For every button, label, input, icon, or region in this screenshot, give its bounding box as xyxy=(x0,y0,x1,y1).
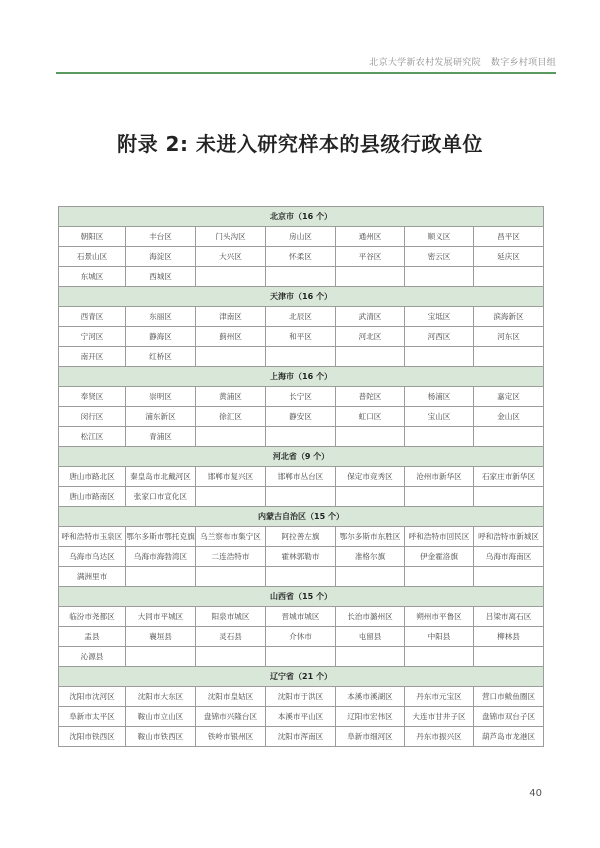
empty-cell xyxy=(126,647,196,667)
county-cell: 临汾市尧都区 xyxy=(59,607,126,627)
county-cell: 闵行区 xyxy=(59,407,126,427)
county-cell: 呼和浩特市玉泉区 xyxy=(59,527,126,547)
county-cell: 河西区 xyxy=(405,327,474,347)
county-cell: 门头沟区 xyxy=(196,227,266,247)
county-cell: 沈阳市浑南区 xyxy=(266,727,336,747)
table-row xyxy=(59,627,544,647)
county-cell: 浦东新区 xyxy=(126,407,196,427)
county-cell: 平谷区 xyxy=(336,247,405,267)
county-cell: 霍林郭勒市 xyxy=(266,547,336,567)
table-row xyxy=(59,387,544,407)
county-cell: 滨海新区 xyxy=(474,307,544,327)
county-cell: 张家口市宣化区 xyxy=(126,487,196,507)
empty-cell xyxy=(266,487,336,507)
county-cell: 阳泉市城区 xyxy=(196,607,266,627)
county-cell: 东城区 xyxy=(59,267,126,287)
county-cell: 二连浩特市 xyxy=(196,547,266,567)
county-cell: 红桥区 xyxy=(126,347,196,367)
county-cell: 松江区 xyxy=(59,427,126,447)
empty-cell xyxy=(196,427,266,447)
province-header-row xyxy=(59,207,544,227)
table-row xyxy=(59,247,544,267)
county-cell: 晋城市城区 xyxy=(266,607,336,627)
county-cell: 西城区 xyxy=(126,267,196,287)
empty-cell xyxy=(336,427,405,447)
province-heading: 北京市（16 个） xyxy=(59,207,544,227)
table-row xyxy=(59,687,544,707)
header-project: 数字乡村项目组 xyxy=(490,58,556,68)
header-rule xyxy=(56,72,556,74)
empty-cell xyxy=(474,427,544,447)
county-cell: 灵石县 xyxy=(196,627,266,647)
county-cell: 顺义区 xyxy=(405,227,474,247)
page-title: 附录 2: 未进入研究样本的县级行政单位 xyxy=(117,132,483,156)
county-cell: 本溪市溪湖区 xyxy=(336,687,405,707)
county-cell: 中阳县 xyxy=(405,627,474,647)
province-heading: 辽宁省（21 个） xyxy=(59,667,544,687)
county-cell: 西青区 xyxy=(59,307,126,327)
province-heading: 内蒙古自治区（15 个） xyxy=(59,507,544,527)
table-row xyxy=(59,427,544,447)
empty-cell xyxy=(405,647,474,667)
empty-cell xyxy=(474,267,544,287)
county-cell: 阜新市细河区 xyxy=(336,727,405,747)
county-cell: 石景山区 xyxy=(59,247,126,267)
county-cell: 乌兰察布市集宁区 xyxy=(196,527,266,547)
table-row xyxy=(59,487,544,507)
county-cell: 奉贤区 xyxy=(59,387,126,407)
empty-cell xyxy=(196,487,266,507)
county-cell: 普陀区 xyxy=(336,387,405,407)
empty-cell xyxy=(405,567,474,587)
county-cell: 金山区 xyxy=(474,407,544,427)
county-cell: 延庆区 xyxy=(474,247,544,267)
county-cell: 怀柔区 xyxy=(266,247,336,267)
table-row xyxy=(59,527,544,547)
county-cell: 邯郸市复兴区 xyxy=(196,467,266,487)
county-cell: 丹东市元宝区 xyxy=(405,687,474,707)
empty-cell xyxy=(336,567,405,587)
county-cell: 青浦区 xyxy=(126,427,196,447)
county-cell: 鄂尔多斯市东胜区 xyxy=(336,527,405,547)
county-cell: 朝阳区 xyxy=(59,227,126,247)
county-cell: 秦皇岛市北戴河区 xyxy=(126,467,196,487)
province-header-row xyxy=(59,447,544,467)
empty-cell xyxy=(405,487,474,507)
county-cell: 大连市甘井子区 xyxy=(405,707,474,727)
empty-cell xyxy=(266,347,336,367)
county-cell: 长治市潞州区 xyxy=(336,607,405,627)
province-header-row xyxy=(59,367,544,387)
county-cell: 葫芦岛市龙港区 xyxy=(474,727,544,747)
province-heading: 山西省（15 个） xyxy=(59,587,544,607)
empty-cell xyxy=(474,487,544,507)
county-cell: 盂县 xyxy=(59,627,126,647)
table-row xyxy=(59,267,544,287)
county-cell: 宁河区 xyxy=(59,327,126,347)
county-cell: 大同市平城区 xyxy=(126,607,196,627)
empty-cell xyxy=(405,347,474,367)
table-row xyxy=(59,547,544,567)
county-cell: 静海区 xyxy=(126,327,196,347)
county-cell: 唐山市路南区 xyxy=(59,487,126,507)
county-cell: 满洲里市 xyxy=(59,567,126,587)
province-header-row xyxy=(59,667,544,687)
county-cell: 昌平区 xyxy=(474,227,544,247)
county-cell: 鄂尔多斯市鄂托克旗 xyxy=(126,527,196,547)
empty-cell xyxy=(336,487,405,507)
province-heading: 上海市（16 个） xyxy=(59,367,544,387)
empty-cell xyxy=(126,567,196,587)
county-cell: 唐山市路北区 xyxy=(59,467,126,487)
table-row xyxy=(59,307,544,327)
province-header-row xyxy=(59,287,544,307)
county-cell: 盘锦市双台子区 xyxy=(474,707,544,727)
county-cell: 密云区 xyxy=(405,247,474,267)
county-cell: 丹东市振兴区 xyxy=(405,727,474,747)
county-cell: 沧州市新华区 xyxy=(405,467,474,487)
county-cell: 房山区 xyxy=(266,227,336,247)
county-cell: 丰台区 xyxy=(126,227,196,247)
county-cell: 乌海市乌达区 xyxy=(59,547,126,567)
county-cell: 伊金霍洛旗 xyxy=(405,547,474,567)
empty-cell xyxy=(266,427,336,447)
county-units-table xyxy=(58,206,544,747)
table-row xyxy=(59,647,544,667)
table-row xyxy=(59,467,544,487)
county-cell: 宝坻区 xyxy=(405,307,474,327)
empty-cell xyxy=(266,567,336,587)
county-cell: 崇明区 xyxy=(126,387,196,407)
empty-cell xyxy=(474,347,544,367)
county-cell: 嘉定区 xyxy=(474,387,544,407)
table-row xyxy=(59,607,544,627)
county-cell: 乌海市海勃湾区 xyxy=(126,547,196,567)
table-row xyxy=(59,407,544,427)
county-cell: 河东区 xyxy=(474,327,544,347)
county-cell: 徐汇区 xyxy=(196,407,266,427)
county-cell: 邯郸市丛台区 xyxy=(266,467,336,487)
county-cell: 通州区 xyxy=(336,227,405,247)
county-cell: 乌海市海南区 xyxy=(474,547,544,567)
county-cell: 东丽区 xyxy=(126,307,196,327)
table-row xyxy=(59,707,544,727)
county-cell: 沈阳市于洪区 xyxy=(266,687,336,707)
county-cell: 蓟州区 xyxy=(196,327,266,347)
empty-cell xyxy=(196,567,266,587)
county-cell: 武清区 xyxy=(336,307,405,327)
empty-cell xyxy=(474,567,544,587)
county-cell: 大兴区 xyxy=(196,247,266,267)
county-cell: 鞍山市铁西区 xyxy=(126,727,196,747)
table-row xyxy=(59,567,544,587)
county-cell: 鞍山市立山区 xyxy=(126,707,196,727)
county-cell: 海淀区 xyxy=(126,247,196,267)
county-cell: 襄垣县 xyxy=(126,627,196,647)
county-cell: 沈阳市沈河区 xyxy=(59,687,126,707)
county-cell: 铁岭市银州区 xyxy=(196,727,266,747)
county-cell: 南开区 xyxy=(59,347,126,367)
county-cell: 准格尔旗 xyxy=(336,547,405,567)
county-cell: 长宁区 xyxy=(266,387,336,407)
empty-cell xyxy=(336,647,405,667)
empty-cell xyxy=(405,267,474,287)
county-cell: 和平区 xyxy=(266,327,336,347)
county-cell: 本溪市平山区 xyxy=(266,707,336,727)
county-cell: 朔州市平鲁区 xyxy=(405,607,474,627)
province-heading: 河北省（9 个） xyxy=(59,447,544,467)
county-cell: 静安区 xyxy=(266,407,336,427)
county-cell: 北辰区 xyxy=(266,307,336,327)
county-cell: 保定市竞秀区 xyxy=(336,467,405,487)
table-row xyxy=(59,227,544,247)
county-cell: 宝山区 xyxy=(405,407,474,427)
county-cell: 沈阳市皇姑区 xyxy=(196,687,266,707)
county-cell: 沈阳市大东区 xyxy=(126,687,196,707)
county-cell: 辽阳市宏伟区 xyxy=(336,707,405,727)
county-cell: 阜新市太平区 xyxy=(59,707,126,727)
running-header xyxy=(369,55,556,68)
province-header-row xyxy=(59,507,544,527)
county-cell: 沈阳市铁西区 xyxy=(59,727,126,747)
county-cell: 屯留县 xyxy=(336,627,405,647)
county-cell: 虹口区 xyxy=(336,407,405,427)
empty-cell xyxy=(196,647,266,667)
county-cell: 营口市鲅鱼圈区 xyxy=(474,687,544,707)
county-cell: 介休市 xyxy=(266,627,336,647)
county-cell: 盘锦市兴隆台区 xyxy=(196,707,266,727)
county-cell: 沁源县 xyxy=(59,647,126,667)
empty-cell xyxy=(474,647,544,667)
county-cell: 吕梁市离石区 xyxy=(474,607,544,627)
county-cell: 黄浦区 xyxy=(196,387,266,407)
county-table-container xyxy=(58,206,543,747)
empty-cell xyxy=(266,647,336,667)
empty-cell xyxy=(266,267,336,287)
page-number: 40 xyxy=(529,788,542,799)
empty-cell xyxy=(336,347,405,367)
county-cell: 石家庄市新华区 xyxy=(474,467,544,487)
empty-cell xyxy=(336,267,405,287)
table-body xyxy=(59,207,544,747)
empty-cell xyxy=(196,267,266,287)
county-cell: 津南区 xyxy=(196,307,266,327)
province-header-row xyxy=(59,587,544,607)
county-cell: 阿拉善左旗 xyxy=(266,527,336,547)
table-row xyxy=(59,347,544,367)
province-heading: 天津市（16 个） xyxy=(59,287,544,307)
county-cell: 柳林县 xyxy=(474,627,544,647)
empty-cell xyxy=(196,347,266,367)
county-cell: 河北区 xyxy=(336,327,405,347)
empty-cell xyxy=(405,427,474,447)
table-row xyxy=(59,327,544,347)
county-cell: 呼和浩特市回民区 xyxy=(405,527,474,547)
county-cell: 杨浦区 xyxy=(405,387,474,407)
header-org: 北京大学新农村发展研究院 xyxy=(369,58,481,68)
table-row xyxy=(59,727,544,747)
county-cell: 呼和浩特市新城区 xyxy=(474,527,544,547)
